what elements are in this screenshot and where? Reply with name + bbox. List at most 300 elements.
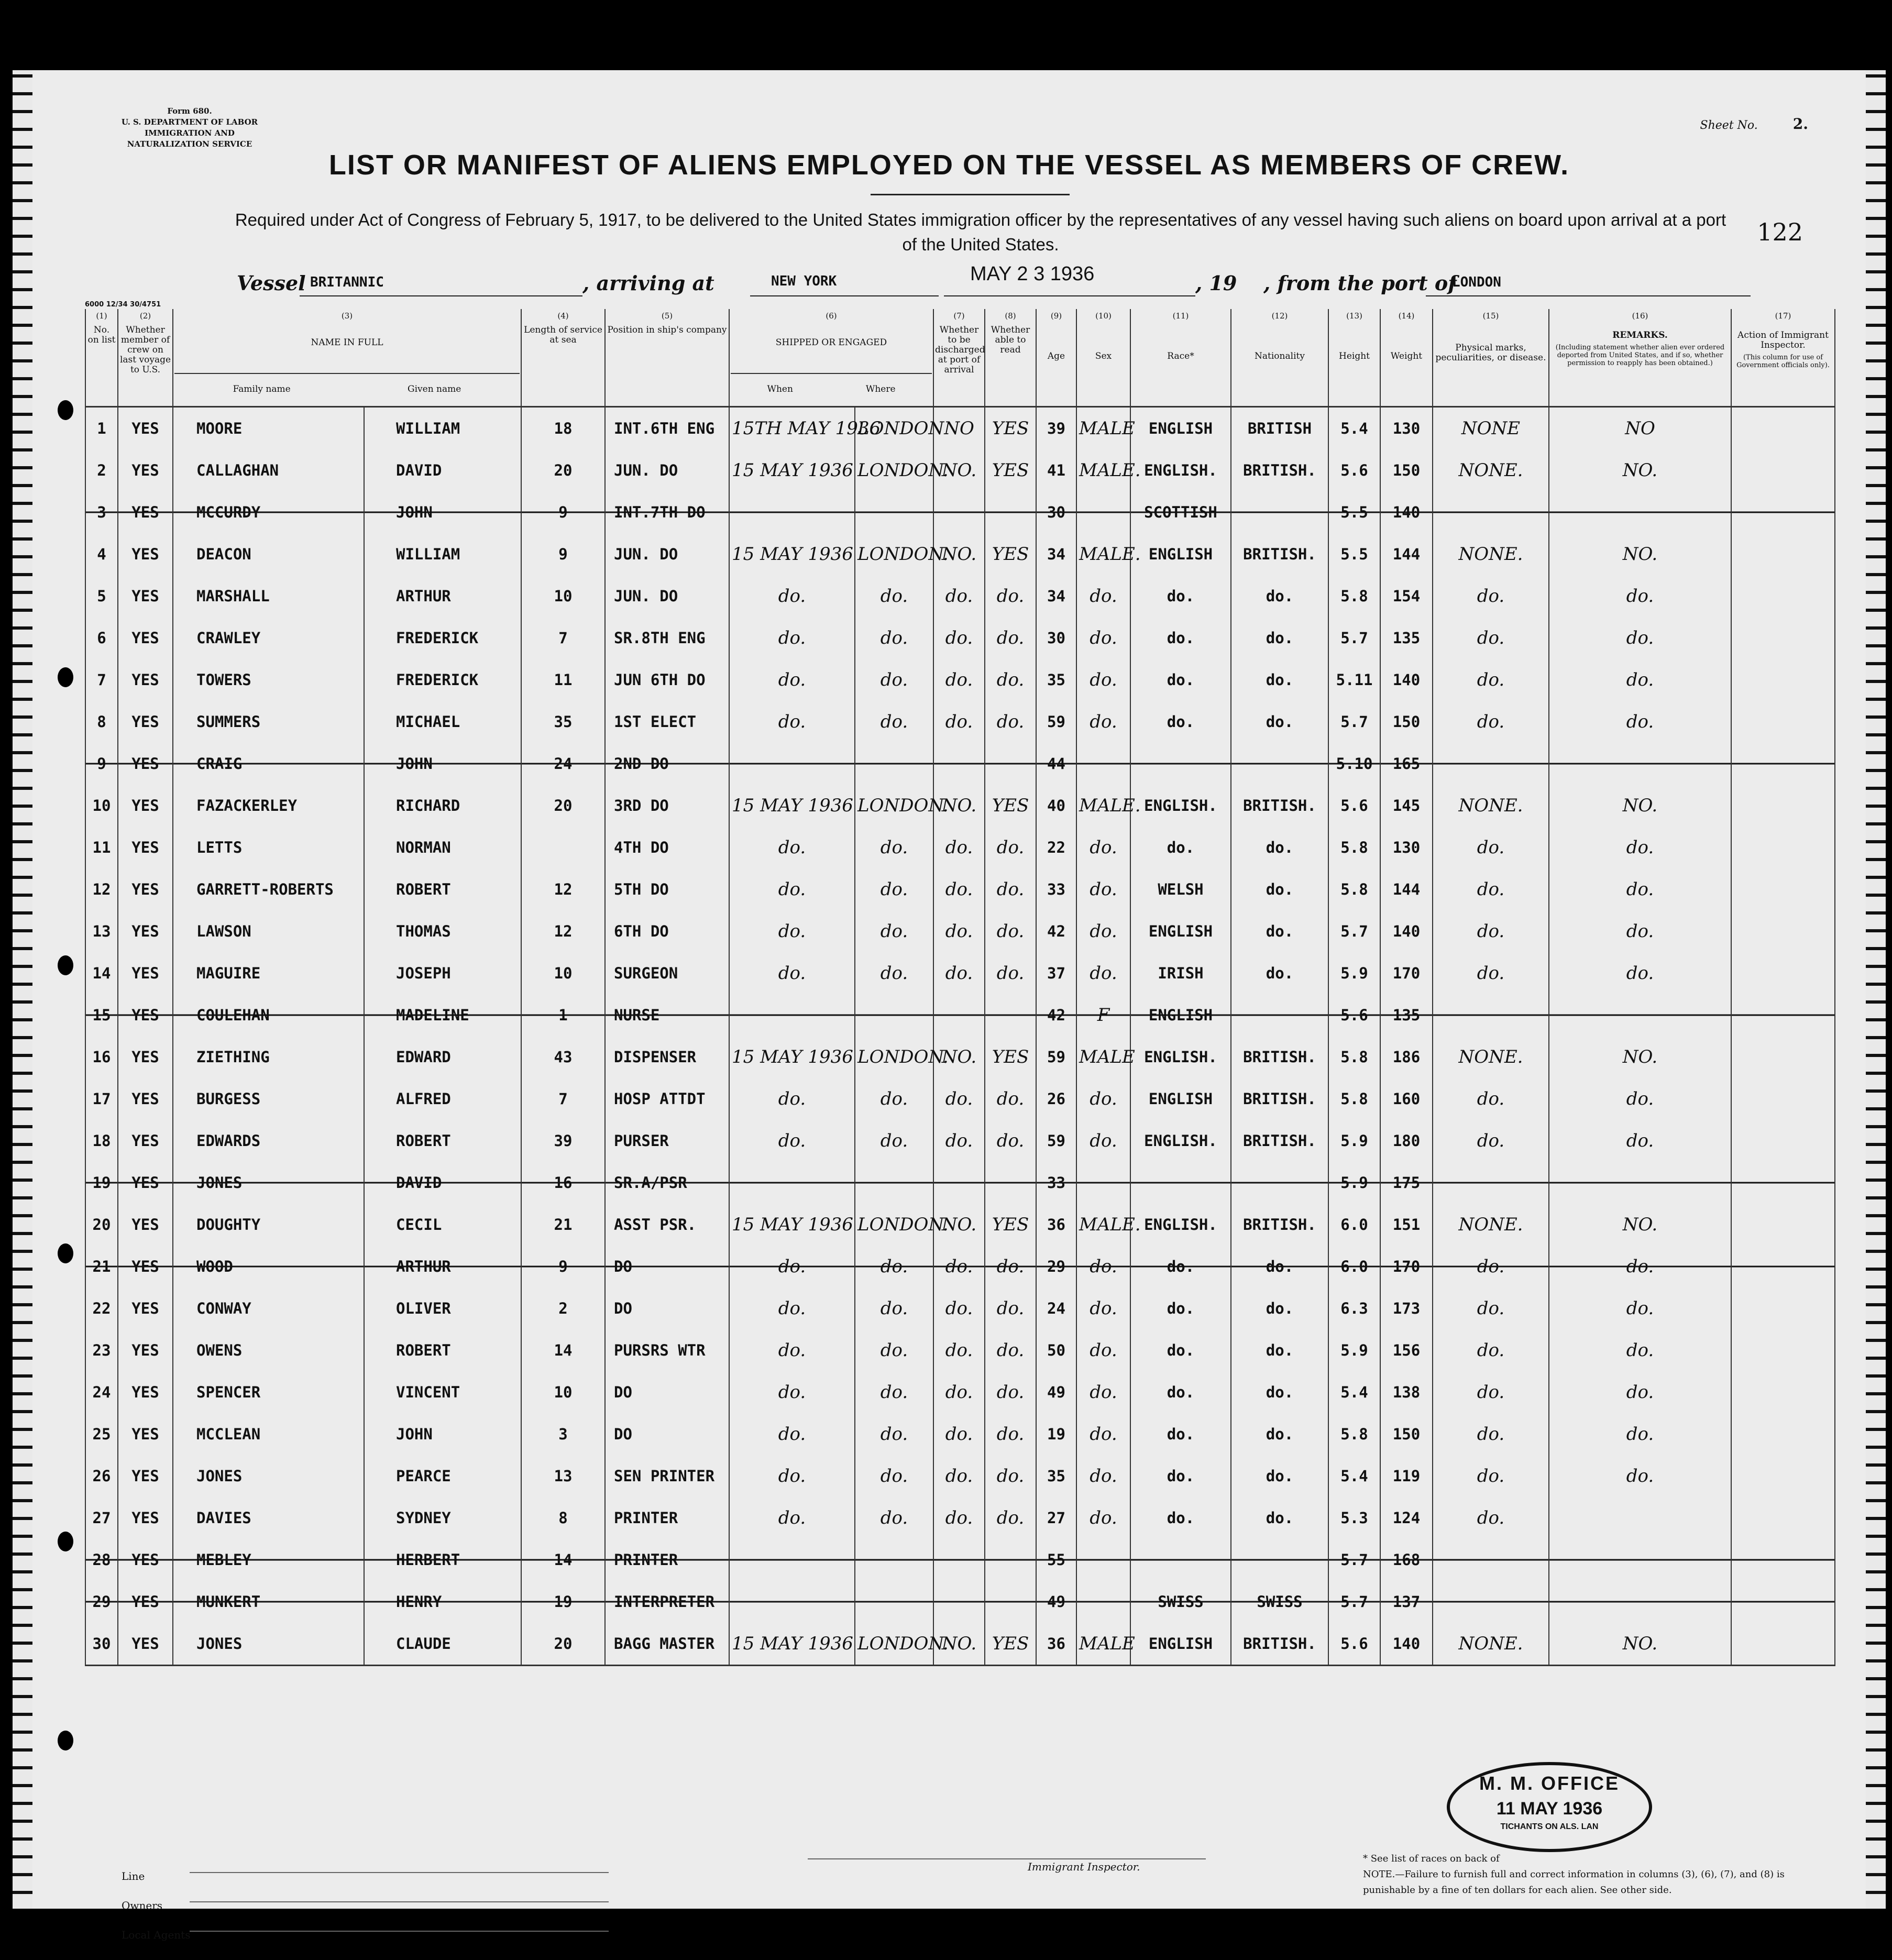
member-status: YES bbox=[118, 1497, 173, 1539]
shipped-where: LONDON bbox=[855, 407, 933, 450]
discharge-status: do. bbox=[933, 1078, 985, 1120]
age: 59 bbox=[1036, 1036, 1076, 1078]
service-length: 12 bbox=[521, 868, 605, 910]
remarks: do. bbox=[1549, 1287, 1731, 1329]
age: 42 bbox=[1036, 910, 1076, 952]
shipped-where: do. bbox=[855, 827, 933, 868]
service-name: IMMIGRATION AND NATURALIZATION SERVICE bbox=[127, 128, 252, 149]
given-name: WILLIAM bbox=[364, 407, 521, 450]
table-row bbox=[85, 533, 1835, 575]
sex: do. bbox=[1076, 1455, 1130, 1497]
service-length: 18 bbox=[521, 407, 605, 450]
ship-position: JUN. DO bbox=[605, 575, 729, 617]
column-number: (14) bbox=[1380, 309, 1433, 323]
row-number: 5 bbox=[85, 575, 118, 617]
weight: 140 bbox=[1380, 1623, 1433, 1666]
family-name: CALLAGHAN bbox=[173, 449, 364, 491]
row-number: 28 bbox=[85, 1539, 118, 1581]
physical-marks: NONE. bbox=[1433, 1204, 1549, 1246]
sex: do. bbox=[1076, 952, 1130, 994]
height: 5.4 bbox=[1328, 407, 1380, 450]
remarks: NO. bbox=[1549, 533, 1731, 575]
table-row bbox=[85, 449, 1835, 491]
table-row bbox=[85, 1287, 1835, 1329]
discharge-status: do. bbox=[933, 952, 985, 994]
physical-marks: NONE. bbox=[1433, 533, 1549, 575]
sex bbox=[1076, 1539, 1130, 1581]
able-to-read: do. bbox=[985, 1497, 1036, 1539]
discharge-status bbox=[933, 491, 985, 533]
discharge-status: do. bbox=[933, 910, 985, 952]
nationality: do. bbox=[1231, 868, 1328, 910]
inspector-action bbox=[1731, 575, 1835, 617]
inspector-action bbox=[1731, 1581, 1835, 1623]
shipped-when: 15 MAY 1936 bbox=[729, 785, 855, 827]
able-to-read: do. bbox=[985, 701, 1036, 743]
shipped-where: do. bbox=[855, 659, 933, 701]
shipped-where: do. bbox=[855, 617, 933, 659]
shipped-when: do. bbox=[729, 1287, 855, 1329]
weight: 144 bbox=[1380, 868, 1433, 910]
remarks: NO. bbox=[1549, 1036, 1731, 1078]
nationality bbox=[1231, 491, 1328, 533]
shipped-where bbox=[855, 1539, 933, 1581]
ship-position: DO bbox=[605, 1246, 729, 1287]
header-nationality bbox=[1231, 323, 1328, 407]
header-when: When bbox=[767, 384, 793, 394]
remarks bbox=[1549, 743, 1731, 785]
nationality: do. bbox=[1231, 1413, 1328, 1455]
race-note: * See list of races on back of bbox=[1363, 1853, 1500, 1864]
given-name: MADELINE bbox=[364, 994, 521, 1036]
ship-position: SEN PRINTER bbox=[605, 1455, 729, 1497]
table-row bbox=[85, 1539, 1835, 1581]
remarks: do. bbox=[1549, 1329, 1731, 1371]
row-number: 13 bbox=[85, 910, 118, 952]
shipped-where: do. bbox=[855, 1413, 933, 1455]
able-to-read bbox=[985, 743, 1036, 785]
nationality bbox=[1231, 1162, 1328, 1204]
height: 5.3 bbox=[1328, 1497, 1380, 1539]
shipped-when: do. bbox=[729, 1455, 855, 1497]
shipped-when: do. bbox=[729, 1078, 855, 1120]
vessel-name: BRITANNIC bbox=[310, 274, 384, 290]
family-name: DEACON bbox=[173, 533, 364, 575]
member-status: YES bbox=[118, 1371, 173, 1413]
member-status: YES bbox=[118, 575, 173, 617]
member-status: YES bbox=[118, 1036, 173, 1078]
service-length: 3 bbox=[521, 1413, 605, 1455]
given-name: CLAUDE bbox=[364, 1623, 521, 1666]
shipped-when: do. bbox=[729, 1246, 855, 1287]
able-to-read: YES bbox=[985, 449, 1036, 491]
member-status: YES bbox=[118, 910, 173, 952]
header-race-label: Race* bbox=[1167, 351, 1194, 361]
race: ENGLISH bbox=[1130, 407, 1231, 450]
nationality: SWISS bbox=[1231, 1581, 1328, 1623]
inspector-action bbox=[1731, 1371, 1835, 1413]
inspector-action bbox=[1731, 533, 1835, 575]
remarks bbox=[1549, 1539, 1731, 1581]
sex: do. bbox=[1076, 910, 1130, 952]
remarks: do. bbox=[1549, 701, 1731, 743]
physical-marks: do. bbox=[1433, 1287, 1549, 1329]
given-name: FREDERICK bbox=[364, 659, 521, 701]
member-status: YES bbox=[118, 868, 173, 910]
height: 5.8 bbox=[1328, 1078, 1380, 1120]
header-remarks-note: (Including statement whether alien ever ordered deported from United States, and if so, whether permission to reapply has been obtained.) bbox=[1555, 344, 1725, 367]
discharge-status bbox=[933, 994, 985, 1036]
sex: MALE bbox=[1076, 407, 1130, 450]
punch-hole bbox=[58, 1731, 73, 1750]
shipped-when: 15TH MAY 1936 bbox=[729, 407, 855, 450]
race: ENGLISH bbox=[1130, 994, 1231, 1036]
column-number: (10) bbox=[1076, 309, 1130, 323]
age: 35 bbox=[1036, 1455, 1076, 1497]
form-number: Form 680. bbox=[167, 106, 212, 116]
height: 6.0 bbox=[1328, 1246, 1380, 1287]
given-name: ALFRED bbox=[364, 1078, 521, 1120]
inspector-action bbox=[1731, 1623, 1835, 1666]
given-name: ROBERT bbox=[364, 1120, 521, 1162]
header-family-name: Family name bbox=[233, 384, 291, 394]
table-row bbox=[85, 868, 1835, 910]
inspector-signature-line bbox=[808, 1858, 1206, 1859]
row-number: 17 bbox=[85, 1078, 118, 1120]
row-number: 26 bbox=[85, 1455, 118, 1497]
row-number: 22 bbox=[85, 1287, 118, 1329]
height: 5.7 bbox=[1328, 1581, 1380, 1623]
table-row bbox=[85, 1246, 1835, 1287]
remarks bbox=[1549, 1162, 1731, 1204]
shipped-when: do. bbox=[729, 910, 855, 952]
nationality: do. bbox=[1231, 575, 1328, 617]
race: ENGLISH bbox=[1130, 533, 1231, 575]
height: 6.3 bbox=[1328, 1287, 1380, 1329]
given-name: MICHAEL bbox=[364, 701, 521, 743]
family-name: MCCLEAN bbox=[173, 1413, 364, 1455]
weight: 138 bbox=[1380, 1371, 1433, 1413]
member-status: YES bbox=[118, 952, 173, 994]
nationality bbox=[1231, 1539, 1328, 1581]
member-status: YES bbox=[118, 1455, 173, 1497]
able-to-read: do. bbox=[985, 659, 1036, 701]
discharge-status: do. bbox=[933, 1246, 985, 1287]
family-name: JONES bbox=[173, 1455, 364, 1497]
agents-label: Local Agents bbox=[122, 1929, 191, 1941]
able-to-read bbox=[985, 491, 1036, 533]
department-name: U. S. DEPARTMENT OF LABOR bbox=[121, 117, 258, 127]
physical-marks: NONE bbox=[1433, 407, 1549, 450]
given-name: NORMAN bbox=[364, 827, 521, 868]
remarks: do. bbox=[1549, 1371, 1731, 1413]
family-name: MCCURDY bbox=[173, 491, 364, 533]
race: do. bbox=[1130, 1246, 1231, 1287]
shipped-when: do. bbox=[729, 1413, 855, 1455]
shipped-when: 15 MAY 1936 bbox=[729, 1204, 855, 1246]
shipped-where: LONDON. bbox=[855, 1204, 933, 1246]
height: 5.8 bbox=[1328, 827, 1380, 868]
race: do. bbox=[1130, 575, 1231, 617]
header-read: Whether able to read bbox=[985, 323, 1036, 407]
weight: 168 bbox=[1380, 1539, 1433, 1581]
shipped-when: do. bbox=[729, 827, 855, 868]
able-to-read: do. bbox=[985, 1329, 1036, 1371]
vessel-label: Vessel bbox=[237, 271, 306, 295]
height: 5.8 bbox=[1328, 1413, 1380, 1455]
footer-note bbox=[1363, 1851, 1834, 1898]
physical-marks: do. bbox=[1433, 952, 1549, 994]
table-row bbox=[85, 1078, 1835, 1120]
sex: do. bbox=[1076, 827, 1130, 868]
height: 5.8 bbox=[1328, 575, 1380, 617]
table-row bbox=[85, 743, 1835, 785]
ship-position: INTERPRETER bbox=[605, 1581, 729, 1623]
owners-label: Owners bbox=[122, 1899, 163, 1912]
shipped-when: 15 MAY 1936 bbox=[729, 1623, 855, 1666]
table-row bbox=[85, 994, 1835, 1036]
requirement-text: Required under Act of Congress of February 5, 1917, to be delivered to the United States immigration officer by the representatives of any vessel having such aliens on board upon arrival at a port of the United States. bbox=[235, 210, 1726, 254]
family-name: MOORE bbox=[173, 407, 364, 450]
inspector-action bbox=[1731, 1078, 1835, 1120]
family-name: BURGESS bbox=[173, 1078, 364, 1120]
physical-marks: do. bbox=[1433, 617, 1549, 659]
member-status: YES bbox=[118, 743, 173, 785]
year-label: , 19 bbox=[1195, 271, 1237, 295]
shipped-where: do. bbox=[855, 1371, 933, 1413]
race: do. bbox=[1130, 1413, 1231, 1455]
discharge-status bbox=[933, 1581, 985, 1623]
shipped-where: do. bbox=[855, 1455, 933, 1497]
service-length: 24 bbox=[521, 743, 605, 785]
race: ENGLISH bbox=[1130, 910, 1231, 952]
ship-position: NURSE bbox=[605, 994, 729, 1036]
stamp-office: M. M. OFFICE bbox=[1479, 1772, 1620, 1794]
sex: do. bbox=[1076, 1246, 1130, 1287]
header-shipped-title: SHIPPED OR ENGAGED bbox=[775, 337, 887, 348]
inspector-label: Immigrant Inspector. bbox=[1028, 1860, 1140, 1873]
table-row bbox=[85, 1581, 1835, 1623]
shipped-where bbox=[855, 1581, 933, 1623]
race: ENGLISH. bbox=[1130, 1036, 1231, 1078]
footer-labels bbox=[122, 1862, 190, 1950]
physical-marks bbox=[1433, 491, 1549, 533]
inspector-action bbox=[1731, 1455, 1835, 1497]
table-row bbox=[85, 1371, 1835, 1413]
title-rule bbox=[871, 194, 1070, 195]
table-row bbox=[85, 575, 1835, 617]
header-physical bbox=[1433, 323, 1549, 407]
row-number: 3 bbox=[85, 491, 118, 533]
service-length: 20 bbox=[521, 1623, 605, 1666]
ship-position: SR.A/PSR bbox=[605, 1162, 729, 1204]
physical-marks: do. bbox=[1433, 1371, 1549, 1413]
ship-position: DISPENSER bbox=[605, 1036, 729, 1078]
family-name: CRAIG bbox=[173, 743, 364, 785]
service-length: 11 bbox=[521, 659, 605, 701]
age: 55 bbox=[1036, 1539, 1076, 1581]
sex: do. bbox=[1076, 617, 1130, 659]
sex bbox=[1076, 1162, 1130, 1204]
header-remarks-title: REMARKS. bbox=[1612, 330, 1668, 340]
ship-position: 6TH DO bbox=[605, 910, 729, 952]
weight: 165 bbox=[1380, 743, 1433, 785]
remarks bbox=[1549, 1497, 1731, 1539]
row-number: 21 bbox=[85, 1246, 118, 1287]
row-number: 20 bbox=[85, 1204, 118, 1246]
physical-marks bbox=[1433, 743, 1549, 785]
sheet-number bbox=[1700, 115, 1808, 133]
shipped-where: do. bbox=[855, 575, 933, 617]
able-to-read: do. bbox=[985, 1287, 1036, 1329]
discharge-status: NO bbox=[933, 407, 985, 450]
table-row bbox=[85, 407, 1835, 450]
nationality: do. bbox=[1231, 617, 1328, 659]
inspector-action bbox=[1731, 659, 1835, 701]
given-name: RICHARD bbox=[364, 785, 521, 827]
weight: 130 bbox=[1380, 407, 1433, 450]
remarks: do. bbox=[1549, 1413, 1731, 1455]
able-to-read: YES bbox=[985, 1204, 1036, 1246]
physical-marks: do. bbox=[1433, 1329, 1549, 1371]
form-header bbox=[111, 106, 268, 150]
sheet-label: Sheet No. bbox=[1700, 119, 1758, 132]
row-number: 10 bbox=[85, 785, 118, 827]
race: ENGLISH. bbox=[1130, 1204, 1231, 1246]
height: 5.7 bbox=[1328, 910, 1380, 952]
discharge-status: do. bbox=[933, 1497, 985, 1539]
column-number: (7) bbox=[933, 309, 985, 323]
member-status: YES bbox=[118, 533, 173, 575]
family-name: LETTS bbox=[173, 827, 364, 868]
nationality: do. bbox=[1231, 1246, 1328, 1287]
column-number: (11) bbox=[1130, 309, 1231, 323]
header-length: Length of service at sea bbox=[521, 323, 605, 407]
remarks: do. bbox=[1549, 1120, 1731, 1162]
physical-marks: do. bbox=[1433, 659, 1549, 701]
table-row bbox=[85, 1413, 1835, 1455]
given-name: THOMAS bbox=[364, 910, 521, 952]
given-name: CECIL bbox=[364, 1204, 521, 1246]
punch-hole bbox=[58, 400, 73, 420]
race bbox=[1130, 1539, 1231, 1581]
sex: do. bbox=[1076, 701, 1130, 743]
shipped-when: do. bbox=[729, 617, 855, 659]
ship-position: DO bbox=[605, 1371, 729, 1413]
weight: 124 bbox=[1380, 1497, 1433, 1539]
header-where: Where bbox=[865, 384, 896, 394]
inspector-action bbox=[1731, 994, 1835, 1036]
able-to-read bbox=[985, 994, 1036, 1036]
member-status: YES bbox=[118, 1078, 173, 1120]
header-position: Position in ship's company bbox=[605, 323, 729, 407]
able-to-read bbox=[985, 1581, 1036, 1623]
physical-marks: do. bbox=[1433, 910, 1549, 952]
sex: MALE. bbox=[1076, 1204, 1130, 1246]
row-number: 16 bbox=[85, 1036, 118, 1078]
sex: MALE. bbox=[1076, 533, 1130, 575]
from-label: , from the port of bbox=[1263, 271, 1457, 295]
remarks: do. bbox=[1549, 1455, 1731, 1497]
header-name bbox=[173, 323, 521, 407]
sex: F bbox=[1076, 994, 1130, 1036]
age: 29 bbox=[1036, 1246, 1076, 1287]
column-number: (6) bbox=[729, 309, 933, 323]
discharge-status bbox=[933, 1539, 985, 1581]
shipped-where: do. bbox=[855, 868, 933, 910]
service-length: 35 bbox=[521, 701, 605, 743]
sex bbox=[1076, 743, 1130, 785]
shipped-when bbox=[729, 994, 855, 1036]
shipped-when: do. bbox=[729, 701, 855, 743]
page-number: 122 bbox=[1757, 218, 1803, 246]
shipped-when: do. bbox=[729, 1371, 855, 1413]
weight: 145 bbox=[1380, 785, 1433, 827]
race: ENGLISH bbox=[1130, 1623, 1231, 1666]
age: 35 bbox=[1036, 659, 1076, 701]
table-row bbox=[85, 1036, 1835, 1078]
race bbox=[1130, 1162, 1231, 1204]
inspector-action bbox=[1731, 1246, 1835, 1287]
discharge-status: NO. bbox=[933, 449, 985, 491]
ship-position: 5TH DO bbox=[605, 868, 729, 910]
race: do. bbox=[1130, 701, 1231, 743]
given-name: ROBERT bbox=[364, 1329, 521, 1371]
ship-position: PURSER bbox=[605, 1120, 729, 1162]
row-number: 23 bbox=[85, 1329, 118, 1371]
age: 33 bbox=[1036, 1162, 1076, 1204]
punch-hole bbox=[58, 1243, 73, 1263]
penalty-note: NOTE.—Failure to furnish full and correct information in columns (3), (6), (7), and (8) is punishable by a fine of ten dollars for each alien. See other side. bbox=[1363, 1869, 1785, 1896]
shipped-where: LONDON. bbox=[855, 449, 933, 491]
ship-position: BAGG MASTER bbox=[605, 1623, 729, 1666]
family-name: CONWAY bbox=[173, 1287, 364, 1329]
age: 59 bbox=[1036, 1120, 1076, 1162]
sex: MALE bbox=[1076, 1036, 1130, 1078]
height: 5.4 bbox=[1328, 1371, 1380, 1413]
able-to-read: do. bbox=[985, 1455, 1036, 1497]
able-to-read: YES bbox=[985, 785, 1036, 827]
table-row bbox=[85, 617, 1835, 659]
remarks: do. bbox=[1549, 827, 1731, 868]
print-code: 6000 12/34 30/4751 bbox=[85, 301, 161, 309]
height: 5.6 bbox=[1328, 1623, 1380, 1666]
weight: 150 bbox=[1380, 449, 1433, 491]
ship-position: PRINTER bbox=[605, 1539, 729, 1581]
office-stamp bbox=[1447, 1762, 1652, 1852]
header-name-full: NAME IN FULL bbox=[311, 337, 383, 348]
family-name: COULEHAN bbox=[173, 994, 364, 1036]
given-name: HERBERT bbox=[364, 1539, 521, 1581]
race: do. bbox=[1130, 617, 1231, 659]
weight: 151 bbox=[1380, 1204, 1433, 1246]
service-length: 10 bbox=[521, 952, 605, 994]
age: 22 bbox=[1036, 827, 1076, 868]
member-status: YES bbox=[118, 1623, 173, 1666]
sex: do. bbox=[1076, 1329, 1130, 1371]
ship-position: JUN. DO bbox=[605, 533, 729, 575]
weight: 175 bbox=[1380, 1162, 1433, 1204]
right-binding-edge bbox=[1866, 70, 1886, 1909]
remarks: do. bbox=[1549, 617, 1731, 659]
remarks: do. bbox=[1549, 1078, 1731, 1120]
given-name: SYDNEY bbox=[364, 1497, 521, 1539]
physical-marks: do. bbox=[1433, 1120, 1549, 1162]
service-length: 19 bbox=[521, 1581, 605, 1623]
nationality: BRITISH. bbox=[1231, 533, 1328, 575]
service-length: 43 bbox=[521, 1036, 605, 1078]
age: 42 bbox=[1036, 994, 1076, 1036]
